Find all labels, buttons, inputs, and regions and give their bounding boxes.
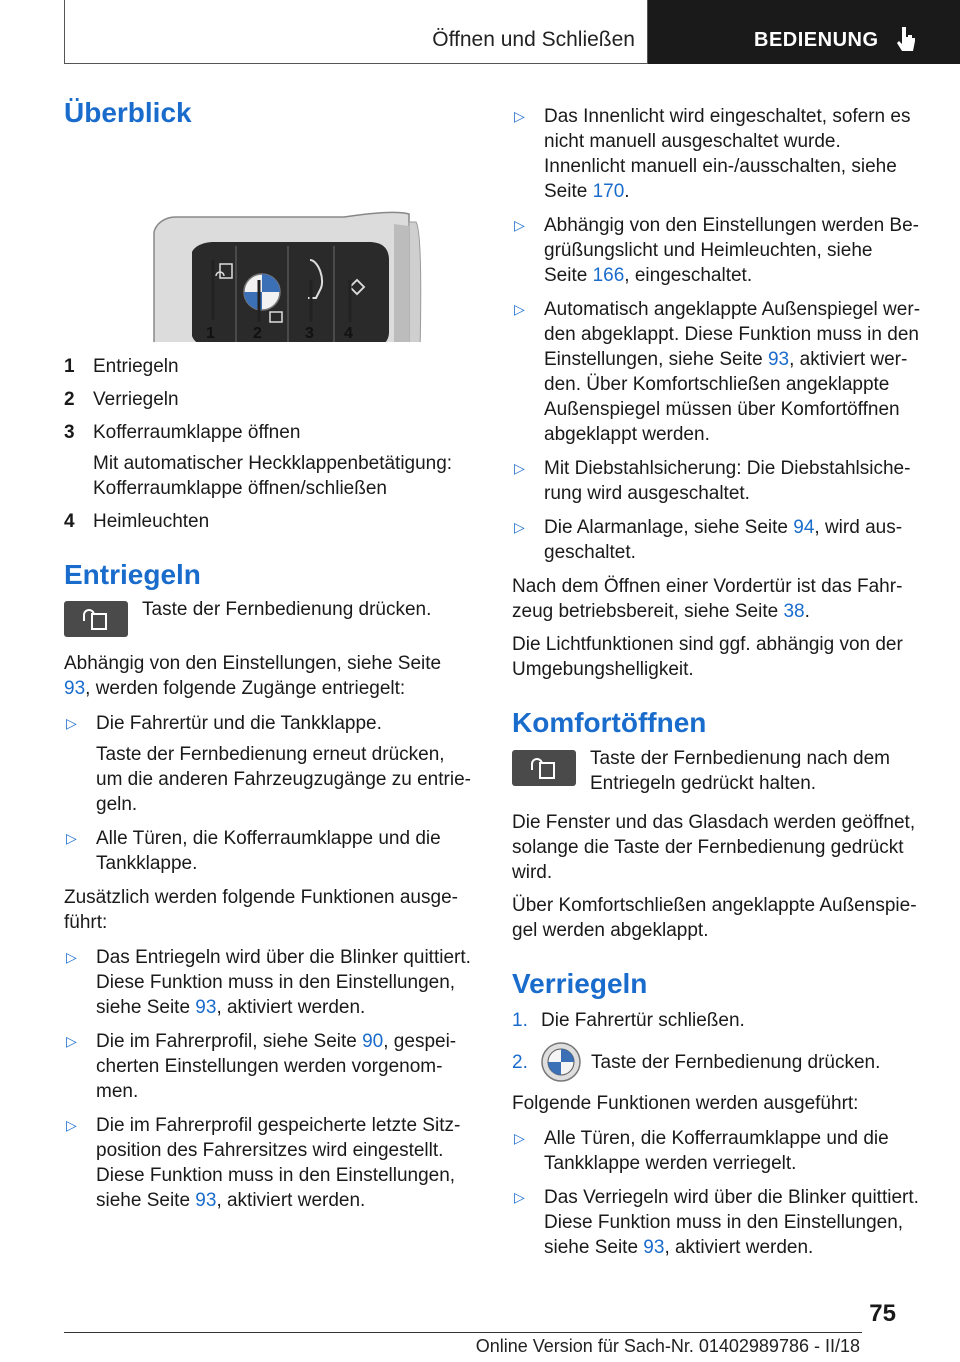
triangle-bullet-icon: ▷: [514, 519, 525, 535]
legend-text: Verriegeln: [93, 388, 179, 410]
footer-divider: [64, 1332, 862, 1333]
left-column: [64, 96, 472, 1222]
list-item: ▷ Das Innenlicht wird eingeschaltet, sofern es nicht manuell ausgeschaltet wurde. Innenlicht manuell ein-/ausschalten, siehe Seite 170.: [514, 106, 911, 202]
lock-heading: Verriegeln: [512, 967, 648, 999]
comfort-instruction: [512, 746, 920, 796]
unlock-functions-list-cont: [512, 104, 920, 565]
list-item: ▷ Alle Türen, die Kofferraumklappe und die Tankklappe werden verriegelt.: [514, 1128, 889, 1175]
step-number: 1.: [512, 1010, 528, 1032]
lock-functions-list: [512, 1126, 920, 1260]
comfort-heading: Komfortöffnen: [512, 707, 707, 738]
legend-item: [64, 420, 472, 501]
callout-4: 4: [344, 324, 353, 342]
callout-3: 3: [305, 324, 314, 342]
unlock-additional-paragraph: Zusätzlich werden folgende Funktionen ausgeführt:: [64, 887, 458, 934]
unlock-icon: [79, 606, 113, 632]
legend-text: Entriegeln: [93, 355, 179, 377]
page-link[interactable]: 94: [793, 517, 815, 538]
header-chapter-box: [648, 0, 960, 64]
page-number: 75: [869, 1300, 896, 1327]
legend-item: [64, 387, 472, 412]
step-text: Taste der Fernbedienung drücken.: [591, 1051, 881, 1073]
legend-text: Heimleuchten: [93, 510, 210, 532]
triangle-bullet-icon: ▷: [514, 301, 525, 317]
list-item: [512, 1008, 920, 1033]
remote-key-illustration: [64, 142, 472, 342]
list-item: ▷ Das Entriegeln wird über die Blinker quittiert. Diese Funktion muss in den Einstellungen, siehe Seite 93, aktiviert werden.: [66, 947, 471, 1019]
pointing-hand-icon: [893, 25, 919, 53]
legend-text: Kofferraumklappe öffnen: [93, 421, 301, 443]
list-item: ▷ Die im Fahrerprofil, siehe Seite 90, gespeicherten Einstellungen werden vorgenommen.: [66, 1031, 457, 1103]
header-section-title: Öffnen und Schließen: [432, 28, 635, 51]
footer-online-version: Online Version für Sach-Nr. 01402989786 - II/18: [475, 1336, 860, 1356]
list-item: ▷ Mit Diebstahlsicherung: Die Diebstahlsicherung wird ausgeschaltet.: [514, 458, 911, 504]
comfort-paragraph-2: Über Komfortschließen angeklappte Außenspiegel werden abgeklappt.: [512, 894, 917, 941]
ready-paragraph: Nach dem Öffnen einer Vordertür ist das Fahrzeug betriebsbereit, siehe Seite 38.: [512, 576, 903, 622]
list-item: ▷ Die Fahrertür und die Tankklappe. Taste der Fernbedienung erneut drücken, um die anderen Fahrzeugzugänge zu entriegeln.: [66, 713, 471, 816]
legend-number: 1: [64, 355, 75, 377]
legend-number: 2: [64, 388, 75, 410]
legend-item: [64, 354, 472, 379]
overview-heading: Überblick: [64, 97, 192, 128]
page-link[interactable]: 38: [783, 601, 805, 622]
triangle-bullet-icon: ▷: [514, 460, 525, 476]
legend-subtext: Mit automatischer Heckklappenbetätigung: Kofferraumklappe öffnen/schließen: [93, 452, 453, 499]
page-link[interactable]: 93: [195, 997, 217, 1019]
triangle-bullet-icon: ▷: [514, 1130, 525, 1147]
list-item: ▷ Automatisch angeklappte Außenspiegel werden abgeklappt. Diese Funktion muss in den Einstellungen, siehe Seite 93, aktiviert werden. Über Komfortschließen angeklappte Außenspiegel müssen über Komfortöffnen abgeklappt werden.: [514, 299, 921, 445]
unlock-icon: [527, 755, 561, 781]
triangle-bullet-icon: ▷: [66, 1117, 77, 1134]
triangle-bullet-icon: ▷: [66, 1033, 77, 1050]
right-column: [512, 100, 920, 1269]
unlock-access-list: [64, 711, 472, 876]
triangle-bullet-icon: ▷: [66, 715, 77, 732]
triangle-bullet-icon: ▷: [514, 108, 525, 124]
comfort-paragraph-1: Die Fenster und das Glasdach werden geöffnet, solange die Taste der Fernbedienung gedrückt wird.: [512, 811, 916, 883]
triangle-bullet-icon: ▷: [514, 217, 525, 233]
light-paragraph: Die Lichtfunktionen sind ggf. abhängig von der Umgebungshelligkeit.: [512, 634, 903, 680]
callout-2: 2: [253, 324, 262, 342]
triangle-bullet-icon: ▷: [66, 949, 77, 966]
overview-legend-list: [64, 354, 472, 534]
unlock-heading: Entriegeln: [64, 558, 201, 590]
lock-paragraph: Folgende Funktionen werden ausgeführt:: [512, 1093, 859, 1115]
unlock-intro-paragraph: Abhängig von den Einstellungen, siehe Seite 93, werden folgende Zugänge entriegelt:: [64, 653, 442, 700]
unlock-button-symbol: [64, 601, 128, 637]
triangle-bullet-icon: ▷: [514, 1189, 525, 1206]
legend-number: 3: [64, 421, 75, 443]
page-link[interactable]: 166: [592, 265, 625, 286]
list-item: ▷ Alle Türen, die Kofferraumklappe und die Tankklappe.: [66, 828, 441, 875]
page-link[interactable]: 93: [767, 349, 790, 370]
list-item: [512, 1042, 920, 1082]
page-link[interactable]: 90: [362, 1031, 384, 1053]
page-link[interactable]: 93: [643, 1237, 665, 1259]
page-link[interactable]: 170: [592, 181, 625, 202]
comfort-icon-text: Taste der Fernbedienung nach dem Entriegeln gedrückt halten.: [590, 747, 890, 794]
list-item: ▷ Abhängig von den Einstellungen werden Begrüßungslicht und Heimleuchten, siehe Seite 166, eingeschaltet.: [514, 215, 919, 286]
legend-item: [64, 509, 472, 534]
list-item: ▷ Die Alarmanlage, siehe Seite 94, wird ausgeschaltet.: [514, 517, 903, 563]
bmw-logo-icon: [541, 1042, 581, 1082]
header-section-box: [64, 0, 648, 64]
callout-1: 1: [206, 324, 215, 342]
page-link[interactable]: 93: [64, 678, 86, 700]
legend-number: 4: [64, 510, 75, 532]
step-number: 2.: [512, 1051, 528, 1073]
lock-steps-list: [512, 1008, 920, 1082]
header-chapter-title: BEDIENUNG: [754, 29, 879, 51]
unlock-button-symbol: [512, 750, 576, 786]
list-item: ▷ Die im Fahrerprofil gespeicherte letzte Sitzposition des Fahrersitzes wird eingestellt. Diese Funktion muss in den Einstellungen, siehe Seite 93, aktiviert werden.: [66, 1115, 461, 1212]
unlock-icon-text: Taste der Fernbedienung drücken.: [142, 599, 432, 621]
triangle-bullet-icon: ▷: [66, 830, 77, 847]
unlock-functions-list: [64, 945, 472, 1213]
list-item: ▷ Das Verriegeln wird über die Blinker quittiert. Diese Funktion muss in den Einstellungen, siehe Seite 93, aktiviert werden.: [514, 1187, 919, 1259]
step-text: Die Fahrertür schließen.: [541, 1010, 745, 1032]
page-link[interactable]: 93: [195, 1190, 217, 1212]
unlock-instruction: [64, 597, 472, 637]
